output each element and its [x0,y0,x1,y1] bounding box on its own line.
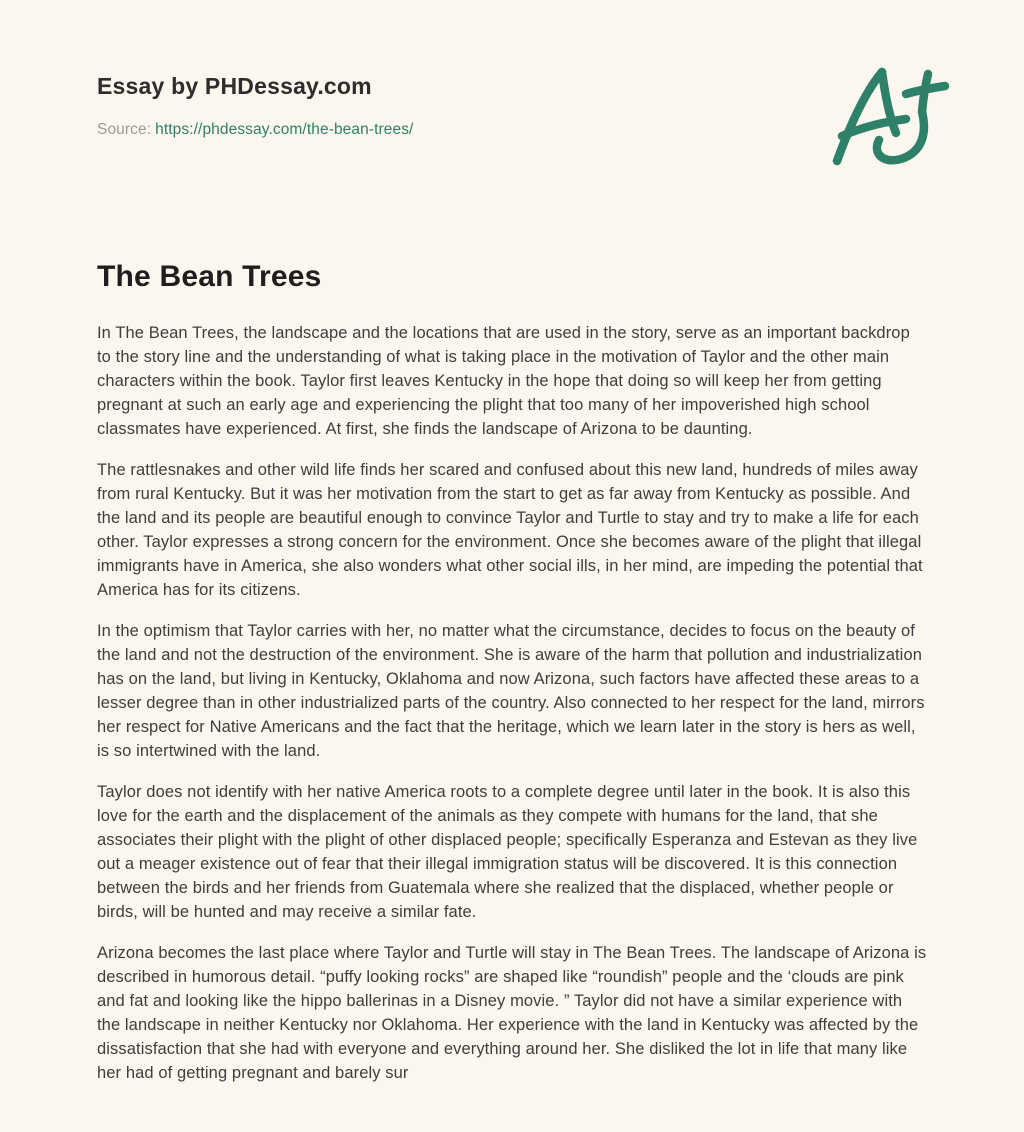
site-header-title: Essay by PHDessay.com [97,73,372,99]
essay-paragraph: In the optimism that Taylor carries with her, no matter what the circumstance, decides to focus on the beauty of the land and not the destruction of the environment. She is aware of the harm that pollution and industrialization has on the land, but living in Kentucky, Oklahoma and now Arizona, such factors have affected these areas to a lesser degree than in other industrialized parts of the country. Also connected to her respect for the land, mirrors her respect for Native Americans and the fact that the heritage, which we learn later in the story is hers as well, is so intertwined with the land. [97,622,925,760]
essay-page [0,72,1024,1132]
source-label: Source: [97,120,152,138]
essay-paragraph: In The Bean Trees, the landscape and the locations that are used in the story, serve as an important backdrop to the story line and the understanding of what is taking place in the motivation of Taylor and the other main characters within the book. Taylor first leaves Kentucky in the hope that doing so will keep her from getting pregnant at such an early age and experiencing the plight that too many of her impoverished high school classmates have experienced. At first, she finds the landscape of Arizona to be daunting. [97,324,910,438]
page-header [97,72,927,173]
essay-body [97,321,927,1085]
source-link[interactable]: https://phdessay.com/the-bean-trees/ [155,120,414,138]
essay-paragraph: Taylor does not identify with her native America roots to a complete degree until later in the book. It is also this love for the earth and the displacement of the animals as they compete with humans for the land, that she associates their plight with the plight of other displaced people; specifically Esperanza and Estevan as they live out a meager existence out of fear that their illegal immigration status will be discovered. It is this connection between the birds and her friends from Guatemala where she realized that the displaced, whether people or birds, will be hunted and may receive a similar fate. [97,783,918,921]
header-text-block [97,72,413,139]
essay-paragraph: The rattlesnakes and other wild life finds her scared and confused about this new land, hundreds of miles away from rural Kentucky. But it was her motivation from the start to get as far away from Kentucky as possible. And the land and its people are beautiful enough to convince Taylor and Turtle to stay and try to make a life for each other. Taylor expresses a strong concern for the environment. Once she becomes aware of the plight that illegal immigrants have in America, she also wonders what other social ills, in her mind, are impeding the potential that America has for its citizens. [97,461,923,599]
source-line [97,121,413,139]
essay-paragraph: Arizona becomes the last place where Taylor and Turtle will stay in The Bean Trees. The landscape of Arizona is described in humorous detail. “puffy looking rocks” are shaped like “roundish” people and the ‘clouds are pink and fat and looking like the hippo ballerinas in a Disney movie. ” Taylor did not have a similar experience with the landscape in neither Kentucky nor Oklahoma. Her experience with the land in Kentucky was affected by the dissatisfaction that she had with everyone and everything around her. She disliked the lot in life that many like her had of getting pregnant and barely sur [97,944,927,1082]
essay-main [97,259,927,1085]
phdessay-a-plus-logo-icon [829,62,953,173]
essay-title: The Bean Trees [97,260,322,293]
